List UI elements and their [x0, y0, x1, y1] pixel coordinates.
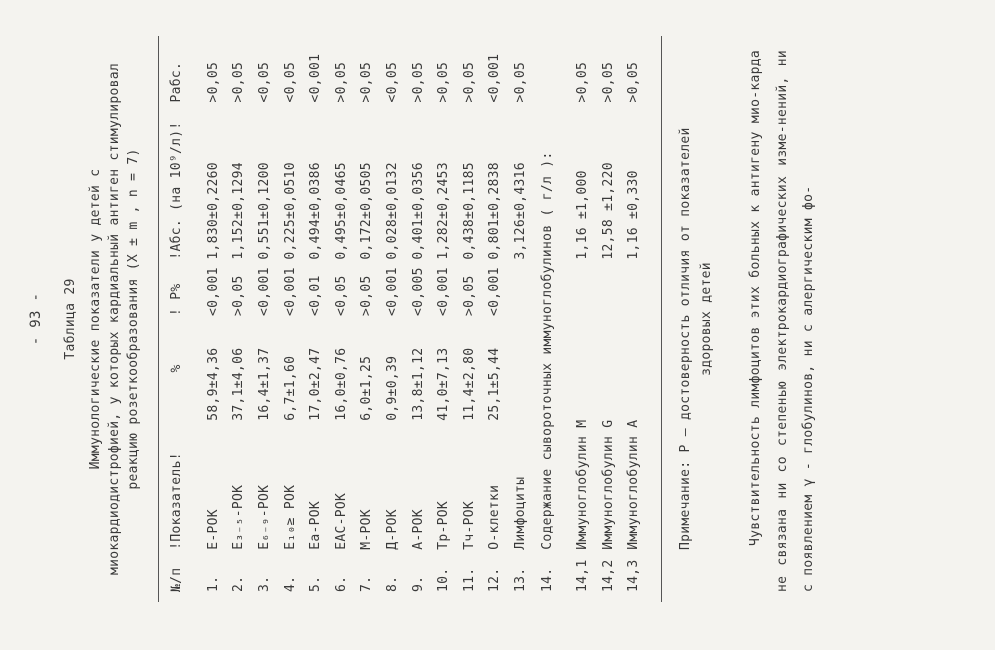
- subrow-p-absolute: >0,05: [600, 61, 616, 103]
- row-p-percent: >0,05: [231, 275, 247, 316]
- row-p-percent: <0,005: [410, 267, 426, 316]
- subrow-absolute: 12,58 ±1,220: [600, 162, 616, 260]
- row-indicator: Еа-РОК: [308, 500, 324, 550]
- row-indicator: Тр-РОК: [436, 500, 452, 550]
- row-percent: 37,1±4,06: [231, 347, 247, 421]
- row-number: 6.: [333, 575, 349, 592]
- section-title: Содержание сывороточных иммуноглобулинов ( г/л ):: [540, 151, 556, 550]
- row-indicator: Е₃₋₅-РОК: [231, 484, 247, 550]
- row-percent: 16,4±1,37: [256, 347, 272, 421]
- row-p-percent: <0,001: [487, 267, 503, 316]
- table-row: [195, 46, 227, 592]
- row-indicator: А-РОК: [410, 509, 426, 550]
- row-absolute: 1,152±0,1294: [231, 162, 247, 260]
- table-row: [303, 46, 329, 592]
- data-table: [159, 46, 647, 592]
- row-p-percent: <0,01: [308, 275, 324, 316]
- row-absolute: 0,401±0,0356: [410, 162, 426, 260]
- table-subrow: [563, 46, 596, 592]
- row-percent: 6,7±1,60: [282, 355, 298, 421]
- row-p-absolute: >0,05: [461, 61, 477, 103]
- header-p-absolute: Pабс.: [169, 61, 185, 103]
- row-p-absolute: >0,05: [333, 61, 349, 103]
- row-absolute: 0,172±0,0505: [359, 162, 375, 260]
- row-percent: 16,0±0,76: [333, 347, 349, 421]
- row-p-absolute: >0,05: [359, 61, 375, 103]
- table-title: [88, 46, 141, 592]
- page-number: - 93 -: [28, 292, 44, 346]
- row-indicator: Е-РОК: [205, 509, 221, 550]
- row-indicator: Д-РОК: [384, 509, 400, 550]
- row-indicator: Е₆₋₉-РОК: [256, 484, 272, 550]
- row-percent: 58,9±4,36: [205, 347, 221, 421]
- row-number: 4.: [282, 575, 298, 592]
- row-p-absolute: <0,05: [384, 61, 400, 103]
- row-indicator: М-РОК: [359, 509, 375, 550]
- table-subrow: [621, 46, 647, 592]
- subrow-absolute: 1,16 ±1,000: [575, 170, 591, 260]
- row-p-absolute: >0,05: [512, 61, 528, 103]
- row-p-percent: <0,001: [205, 267, 221, 316]
- subrow-indicator: Иммуноглобулин А: [626, 419, 642, 550]
- title-line: Иммунологические показатели у детей с: [88, 168, 104, 470]
- row-p-percent: >0,05: [359, 275, 375, 316]
- row-p-absolute: <0,05: [256, 61, 272, 103]
- title-line: миокардиодистрофией, у которых кардиальный антиген стимулировал: [106, 63, 122, 575]
- row-number: 12.: [487, 567, 503, 592]
- table-row: [431, 46, 457, 592]
- row-percent: 6,0±1,25: [359, 355, 375, 421]
- header-p-percent: ! P%: [169, 283, 185, 316]
- table-row: [380, 46, 406, 592]
- table-row: [482, 46, 508, 592]
- row-absolute: 1,830±0,2260: [205, 162, 221, 260]
- row-percent: 25,1±5,44: [487, 347, 503, 421]
- row-indicator: Е₁₀≥ РОК: [282, 484, 298, 550]
- row-p-absolute: >0,05: [410, 61, 426, 103]
- body-paragraph: Чувствительность лимфоцитов этих больных к антигену мио-карда не связана ни со степенью электрокардиографических изме-нений, ни с появлением γ - глобулинов, ни с алергическим фо-: [748, 50, 817, 592]
- row-p-absolute: <0,001: [308, 53, 324, 103]
- row-indicator: Тч-РОК: [461, 500, 477, 550]
- row-percent: 0,9±0,39: [384, 355, 400, 421]
- row-absolute: 0,225±0,0510: [282, 162, 298, 260]
- row-absolute: 0,438±0,1185: [461, 162, 477, 260]
- row-p-absolute: >0,05: [205, 61, 221, 103]
- subrow-p-absolute: >0,05: [626, 61, 642, 103]
- row-p-percent: <0,05: [333, 275, 349, 316]
- table-row: [252, 46, 278, 592]
- subrow-absolute: 1,16 ±0,330: [626, 170, 642, 260]
- row-percent: [508, 316, 534, 421]
- subrow-p-absolute: >0,05: [575, 61, 591, 103]
- row-percent: 41,0±7,13: [436, 347, 452, 421]
- row-number: 2.: [231, 575, 247, 592]
- row-percent: 11,4±2,80: [461, 347, 477, 421]
- row-number: 10.: [436, 567, 452, 592]
- row-absolute: 3,126±0,4316: [512, 162, 528, 260]
- header-absolute: !Абс. (на 10⁹/л)!: [169, 121, 185, 260]
- row-number: 3.: [256, 575, 272, 592]
- subrow-number: 14,2: [600, 559, 616, 592]
- row-absolute: 1,282±0,2453: [436, 162, 452, 260]
- table-bottom-rule: [661, 36, 662, 602]
- row-number: 13.: [512, 567, 528, 592]
- table-row: [354, 46, 380, 592]
- row-absolute: 0,495±0,0465: [333, 162, 349, 260]
- row-number: 1.: [205, 575, 221, 592]
- header-percent: %: [169, 364, 185, 373]
- row-percent: 13,8±1,12: [410, 347, 426, 421]
- table-row: [226, 46, 252, 592]
- table-subrow: [596, 46, 622, 592]
- row-number: 9.: [410, 575, 426, 592]
- row-p-percent: [508, 260, 534, 316]
- row-absolute: 0,551±0,1200: [256, 162, 272, 260]
- table-header-row: [159, 46, 195, 592]
- row-number: 7.: [359, 575, 375, 592]
- row-percent: 17,0±2,47: [308, 347, 324, 421]
- header-number: №/п: [169, 567, 185, 592]
- subrow-indicator: Иммуноглобулин G: [600, 419, 616, 550]
- row-indicator: О-клетки: [487, 484, 503, 550]
- row-indicator: ЕАС-РОК: [333, 492, 349, 550]
- row-absolute: 0,801±0,2838: [487, 162, 503, 260]
- title-line: реакцию розеткообразования (X ± m , n = 7): [125, 148, 141, 490]
- row-number: 11.: [461, 567, 477, 592]
- table-label: Таблица 29: [62, 278, 78, 360]
- table-note: Примечание: Р – достоверность отличия от показателей: [677, 127, 693, 550]
- section-number: 14.: [540, 567, 556, 592]
- row-p-absolute: <0,001: [487, 53, 503, 103]
- table-row: [406, 46, 432, 592]
- row-p-absolute: >0,05: [436, 61, 452, 103]
- row-p-percent: <0,001: [384, 267, 400, 316]
- row-absolute: 0,028±0,0132: [384, 162, 400, 260]
- table-note-continuation: здоровых детей: [699, 262, 715, 376]
- row-p-percent: <0,001: [282, 267, 298, 316]
- row-p-percent: >0,05: [461, 275, 477, 316]
- row-p-percent: <0,001: [436, 267, 452, 316]
- row-p-absolute: >0,05: [231, 61, 247, 103]
- table-row: [508, 46, 534, 592]
- row-indicator: Лимфоциты: [512, 476, 528, 550]
- row-number: 5.: [308, 575, 324, 592]
- row-absolute: 0,494±0,0386: [308, 162, 324, 260]
- subrow-number: 14,1: [575, 559, 591, 592]
- table-section-row: [533, 46, 563, 592]
- row-p-absolute: <0,05: [282, 61, 298, 103]
- subrow-number: 14,3: [626, 559, 642, 592]
- table-row: [329, 46, 355, 592]
- row-number: 8.: [384, 575, 400, 592]
- header-indicator: !Показатель!: [169, 452, 185, 550]
- row-p-percent: <0,001: [256, 267, 272, 316]
- table-row: [457, 46, 483, 592]
- subrow-indicator: Иммуноглобулин М: [575, 419, 591, 550]
- table-row: [278, 46, 304, 592]
